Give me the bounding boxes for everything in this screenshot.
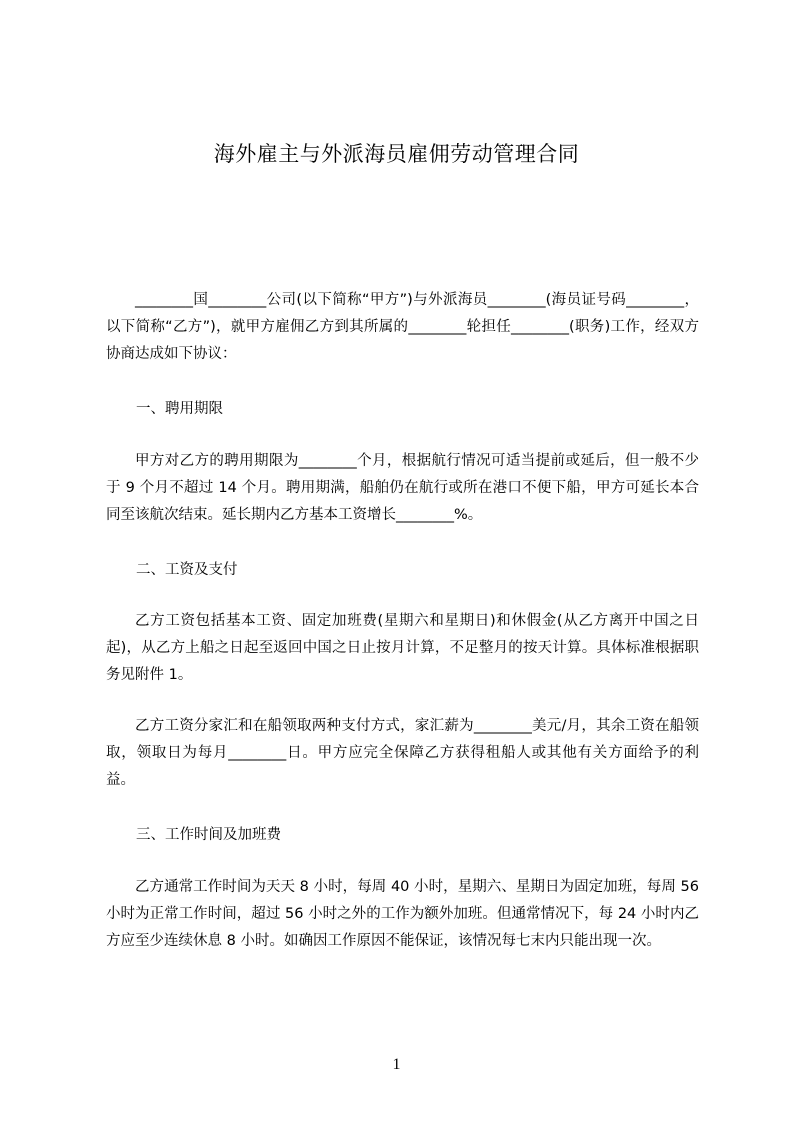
section-3-paragraph-1: 乙方通常工作时间为天天 8 小时，每周 40 小时，星期六、星期日为固定加班，每周 56 小时为正常工作时间，超过 56 小时之外的工作为额外加班。但通常情况下，每 24 小时内乙方应至少连续休息 8 小时。如确因工作原因不能保证，该情况每七末内只能出现一次。: [106, 879, 699, 949]
section-2-paragraph-1: 乙方工资包括基本工资、固定加班费(星期六和星期日)和休假金(从乙方离开中国之日起)，从乙方上船之日起至返回中国之日止按月计算，不足整月的按天计算。具体标准根据职务见附件 1。: [106, 613, 699, 683]
section-1-paragraph-1: 甲方对乙方的聘用期限为________个月，根据航行情况可适当提前或延后，但一般不少于 9 个月不超过 14 个月。聘用期满，船舶仍在航行或所在港口不便下船，甲方可延长本合同至该航次结束。延长期内乙方基本工资增长________%。: [106, 453, 699, 523]
section-2-paragraph-2: 乙方工资分家汇和在船领取两种支付方式，家汇薪为________美元/月，其余工资在船领取，领取日为每月________日。甲方应完全保障乙方获得租船人或其他有关方面给予的利益。: [106, 718, 699, 788]
document-title: 海外雇主与外派海员雇佣劳动管理合同: [213, 142, 580, 166]
section-heading-3: 三、工作时间及加班费: [136, 827, 281, 843]
section-heading-1: 一、聘用期限: [136, 401, 223, 417]
section-heading-2: 二、工资及支付: [136, 562, 238, 578]
intro-paragraph: ________国________公司(以下简称“甲方”)与外派海员________(海员证号码________，以下简称“乙方”)，就甲方雇佣乙方到其所属的________轮担任________(职务)工作，经双方协商达成如下协议：: [106, 292, 699, 362]
page-number: 1: [392, 1056, 401, 1073]
